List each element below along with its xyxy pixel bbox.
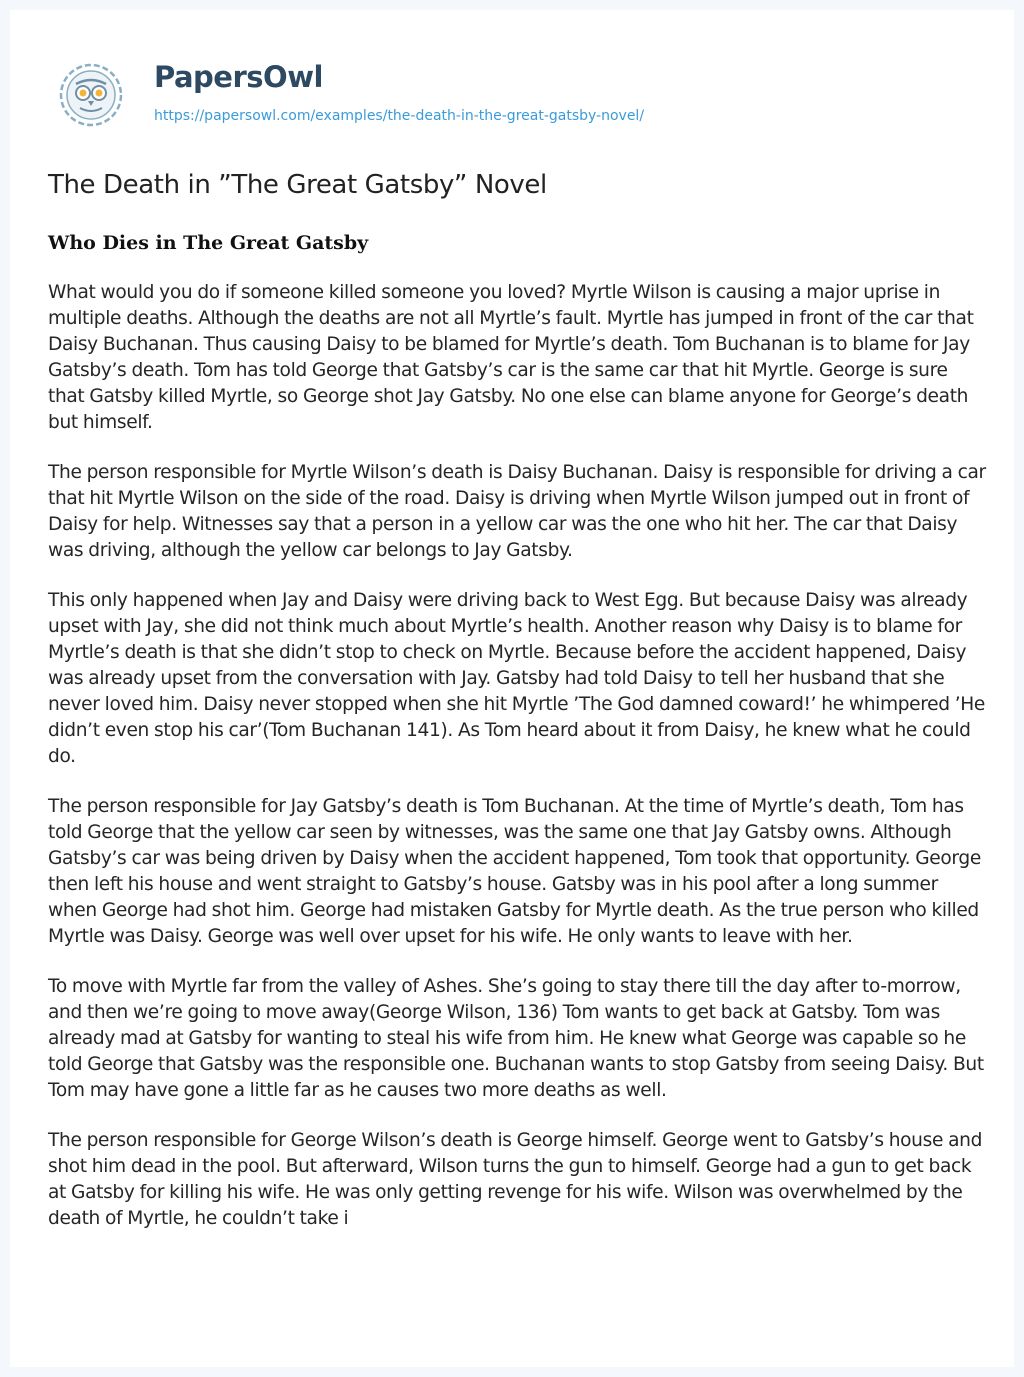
paragraph: The person responsible for Myrtle Wilson’s death is Daisy Buchanan. Daisy is responsible for driving a car that hit Myrtle Wilson on the side of the road. Daisy is driving when Myrtle Wilson jumped out in front of Daisy for help. Witnesses say that a person in a yellow car was the one who hit her. The car that Daisy was driving, although the yellow car belongs to Jay Gatsby. xyxy=(48,462,986,561)
paragraph: To move with Myrtle far from the valley of Ashes. She’s going to stay there till the day after to-morrow, and then we’re going to move away(George Wilson, 136) Tom wants to get back at Gatsby. Tom was already mad at Gatsby for wanting to steal his wife from him. He knew what George was capable so he told George that Gatsby was the responsible one. Buchanan wants to stop Gatsby from seeing Daisy. But Tom may have gone a little far as he causes two more deaths as well. xyxy=(48,976,984,1101)
section-heading: Who Dies in The Great Gatsby xyxy=(48,232,369,254)
source-url-link[interactable]: https://papersowl.com/examples/the-death-in-the-great-gatsby-novel/ xyxy=(154,108,645,124)
paragraph: The person responsible for George Wilson’s death is George himself. George went to Gatsby’s house and shot him dead in the pool. But afterward, Wilson turns the gun to himself. George had a gun to get back at Gatsby for killing his wife. He was only getting revenge for his wife. Wilson was overwhelmed by the death of Myrtle, he couldn’t take i xyxy=(48,1130,983,1229)
essay-body xyxy=(48,280,988,1256)
paragraph: What would you do if someone killed someone you loved? Myrtle Wilson is causing a major uprise in multiple deaths. Although the deaths are not all Myrtle’s fault. Myrtle has jumped in front of the car that Daisy Buchanan. Thus causing Daisy to be blamed for Myrtle’s death. Tom Buchanan is to blame for Jay Gatsby’s death. Tom has told George that Gatsby’s car is the same car that hit Myrtle. George is sure that Gatsby killed Myrtle, so George shot Jay Gatsby. No one else can blame anyone for George’s death but himself. xyxy=(48,282,974,433)
paragraph: The person responsible for Jay Gatsby’s death is Tom Buchanan. At the time of Myrtle’s death, Tom has told George that the yellow car seen by witnesses, was the same one that Jay Gatsby owns. Although Gatsby’s car was being driven by Daisy when the accident happened, Tom took that opportunity. George then left his house and went straight to Gatsby’s house. Gatsby was in his pool after a long summer when George had shot him. George had mistaken Gatsby for Myrtle death. As the true person who killed Myrtle was Daisy. George was well over upset for his wife. He only wants to leave with her. xyxy=(48,796,981,947)
paragraph: This only happened when Jay and Daisy were driving back to West Egg. But because Daisy was already upset with Jay, she did not think much about Myrtle’s health. Another reason why Daisy is to blame for Myrtle’s death is that she didn’t stop to check on Myrtle. Because before the accident happened, Daisy was already upset from the conversation with Jay. Gatsby had told Daisy to tell her husband that she never loved him. Daisy never stopped when she hit Myrtle ’The God damned coward!’ he whimpered ’He didn’t even stop his car’(Tom Buchanan 141). As Tom heard about it from Daisy, he knew what he could do. xyxy=(48,590,986,767)
brand-header xyxy=(48,50,948,140)
brand-name: PapersOwl xyxy=(154,60,323,94)
document-title: The Death in ”The Great Gatsby” Novel xyxy=(48,170,547,200)
document-sheet xyxy=(10,10,1014,1367)
owl-logo-icon xyxy=(58,62,124,128)
